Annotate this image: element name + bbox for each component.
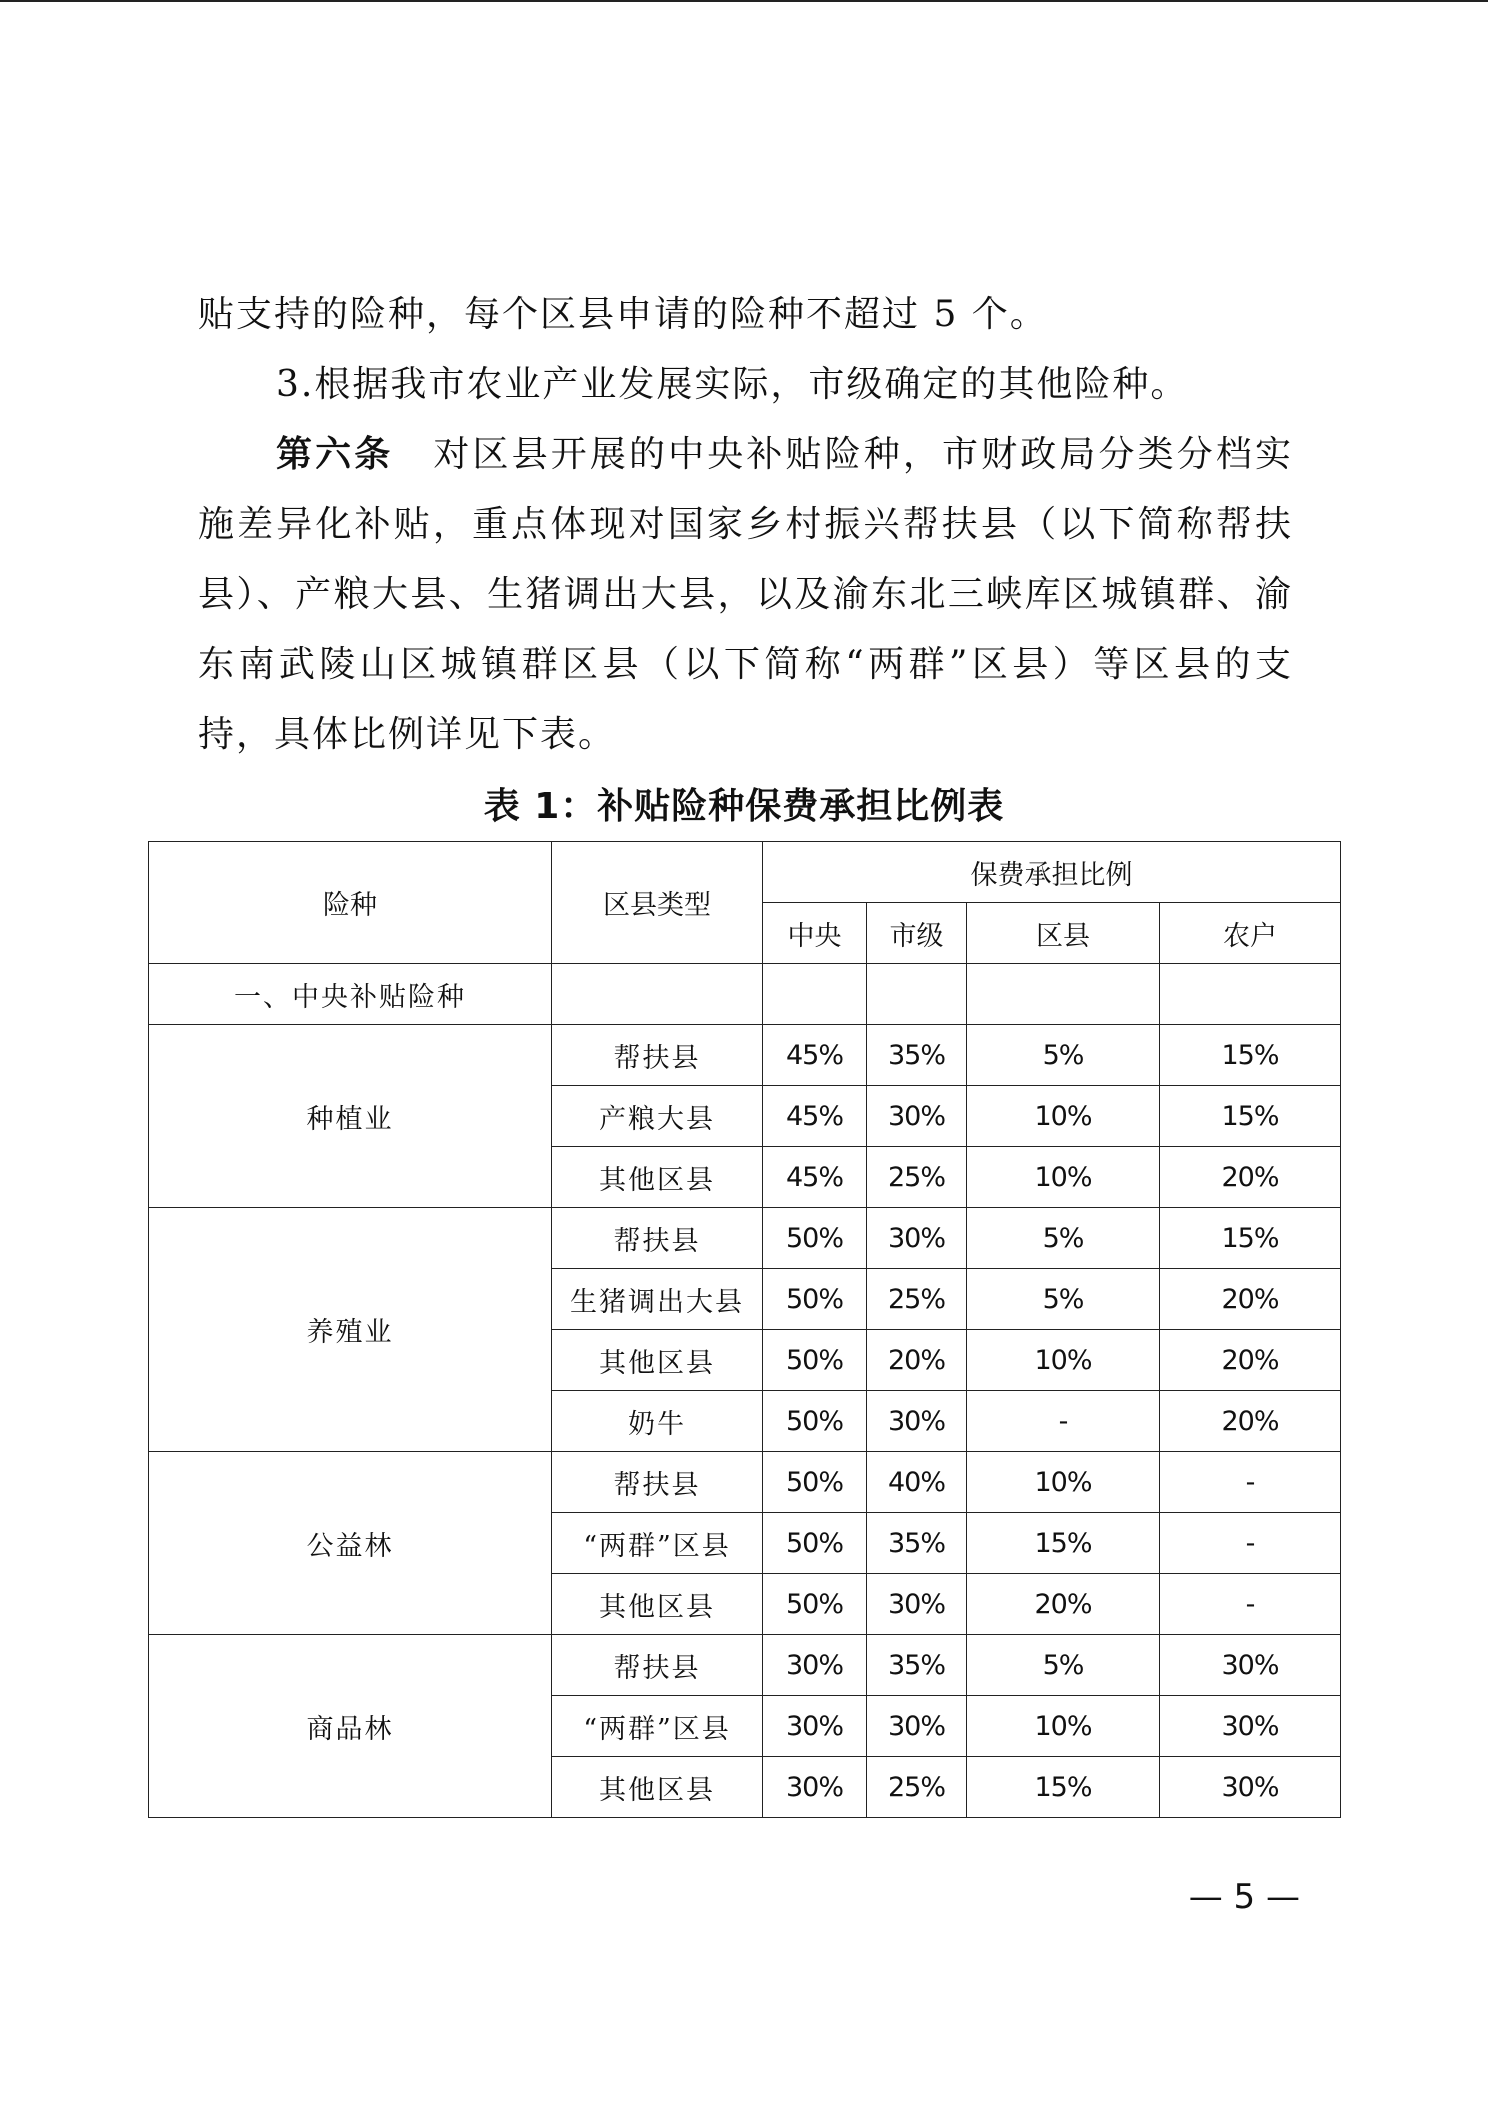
county-share-cell: 10% [967,1086,1160,1147]
subsidy-ratio-table [148,841,1341,1818]
header-insurance-type: 险种 [149,842,552,964]
empty-cell [867,964,967,1025]
page-number: — 5 — [1188,1877,1300,1917]
farmer-share-cell: 30% [1160,1696,1341,1757]
city-share-cell: 25% [867,1269,967,1330]
city-share-cell: 30% [867,1391,967,1452]
section-label: 一、中央补贴险种 [149,964,552,1025]
empty-cell [763,964,867,1025]
central-share-cell: 50% [763,1513,867,1574]
county-type-cell: 其他区县 [552,1574,763,1635]
county-share-cell: 5% [967,1635,1160,1696]
county-share-cell: 20% [967,1574,1160,1635]
county-type-cell: 帮扶县 [552,1452,763,1513]
county-share-cell: 10% [967,1452,1160,1513]
county-type-cell: 产粮大县 [552,1086,763,1147]
central-share-cell: 30% [763,1757,867,1818]
empty-cell [1160,964,1341,1025]
farmer-share-cell: 20% [1160,1269,1341,1330]
table-row [149,1208,1341,1269]
header-county-type: 区县类型 [552,842,763,964]
header-central: 中央 [763,903,867,964]
insurance-category: 公益林 [149,1452,552,1635]
city-share-cell: 25% [867,1147,967,1208]
city-share-cell: 20% [867,1330,967,1391]
header-farmer: 农户 [1160,903,1341,964]
farmer-share-cell: 15% [1160,1025,1341,1086]
county-type-cell: 生猪调出大县 [552,1269,763,1330]
county-type-cell: “两群”区县 [552,1696,763,1757]
farmer-share-cell: 30% [1160,1635,1341,1696]
article-heading: 第六条 [276,434,394,475]
city-share-cell: 30% [867,1208,967,1269]
city-share-cell: 30% [867,1696,967,1757]
county-type-cell: 帮扶县 [552,1025,763,1086]
header-row-1 [149,842,1341,903]
county-type-cell: 帮扶县 [552,1635,763,1696]
central-share-cell: 50% [763,1208,867,1269]
county-type-cell: “两群”区县 [552,1513,763,1574]
county-share-cell: 10% [967,1147,1160,1208]
county-type-cell: 奶牛 [552,1391,763,1452]
county-type-cell: 帮扶县 [552,1208,763,1269]
central-share-cell: 50% [763,1269,867,1330]
section-row [149,964,1341,1025]
city-share-cell: 35% [867,1513,967,1574]
farmer-share-cell: 20% [1160,1391,1341,1452]
paragraph-3 [198,420,1293,770]
county-type-cell: 其他区县 [552,1330,763,1391]
farmer-share-cell: 15% [1160,1208,1341,1269]
table-row [149,1635,1341,1696]
central-share-cell: 30% [763,1635,867,1696]
central-share-cell: 45% [763,1147,867,1208]
central-share-cell: 50% [763,1330,867,1391]
city-share-cell: 35% [867,1635,967,1696]
farmer-share-cell: 30% [1160,1757,1341,1818]
farmer-share-cell: 20% [1160,1330,1341,1391]
body-text [198,280,1293,770]
city-share-cell: 30% [867,1574,967,1635]
insurance-category: 商品林 [149,1635,552,1818]
insurance-category: 种植业 [149,1025,552,1208]
central-share-cell: 45% [763,1086,867,1147]
central-share-cell: 50% [763,1574,867,1635]
table-title: 表 1：补贴险种保费承担比例表 [483,786,1005,827]
county-share-cell: 15% [967,1757,1160,1818]
table-row [149,1452,1341,1513]
central-share-cell: 50% [763,1391,867,1452]
header-share-group: 保费承担比例 [763,842,1341,903]
farmer-share-cell: - [1160,1513,1341,1574]
county-share-cell: 5% [967,1025,1160,1086]
city-share-cell: 25% [867,1757,967,1818]
county-share-cell: 5% [967,1269,1160,1330]
empty-cell [552,964,763,1025]
county-share-cell: - [967,1391,1160,1452]
farmer-share-cell: 15% [1160,1086,1341,1147]
county-share-cell: 10% [967,1330,1160,1391]
farmer-share-cell: - [1160,1574,1341,1635]
paragraph-3-text: 对区县开展的中央补贴险种，市财政局分类分档实施差异化补贴，重点体现对国家乡村振兴帮扶县（以下简称帮扶县）、产粮大县、生猪调出大县，以及渝东北三峡库区城镇群、渝东南武陵山区城镇群区县（以下简称“两群”区县）等区县的支持，具体比例详见下表。 [198,434,1293,755]
central-share-cell: 50% [763,1452,867,1513]
insurance-category: 养殖业 [149,1208,552,1452]
page-top-border [0,0,1488,2]
county-share-cell: 10% [967,1696,1160,1757]
empty-cell [967,964,1160,1025]
county-share-cell: 15% [967,1513,1160,1574]
county-type-cell: 其他区县 [552,1147,763,1208]
table-row [149,1025,1341,1086]
city-share-cell: 30% [867,1086,967,1147]
header-city: 市级 [867,903,967,964]
city-share-cell: 35% [867,1025,967,1086]
farmer-share-cell: - [1160,1452,1341,1513]
central-share-cell: 45% [763,1025,867,1086]
city-share-cell: 40% [867,1452,967,1513]
paragraph-1: 贴支持的险种，每个区县申请的险种不超过 5 个。 [198,294,1048,335]
county-type-cell: 其他区县 [552,1757,763,1818]
county-share-cell: 5% [967,1208,1160,1269]
header-county: 区县 [967,903,1160,964]
paragraph-2: 3.根据我市农业产业发展实际，市级确定的其他险种。 [276,364,1189,405]
table-body [149,964,1341,1818]
farmer-share-cell: 20% [1160,1147,1341,1208]
central-share-cell: 30% [763,1696,867,1757]
